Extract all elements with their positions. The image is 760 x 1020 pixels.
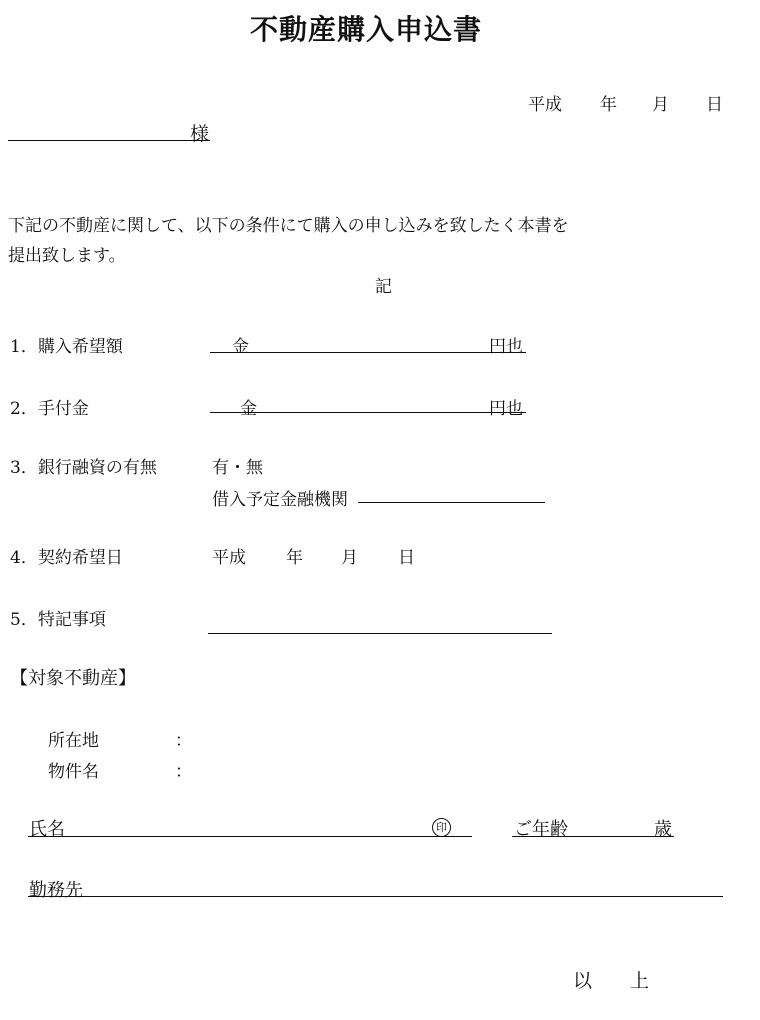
- item-contract-date-label: 4．契約希望日: [10, 548, 123, 568]
- item-deposit-line[interactable]: [210, 412, 526, 413]
- item-deposit-suffix: 円也: [489, 399, 523, 419]
- seal-mark: [432, 816, 451, 837]
- item-price-label: 1．購入希望額: [10, 337, 123, 357]
- date-year: 年: [600, 95, 617, 115]
- addressee-line[interactable]: [8, 140, 210, 141]
- item-contract-date-month: 月: [341, 548, 358, 568]
- item-price-prefix: 金: [232, 337, 249, 357]
- applicant-age-label: ご年齢: [514, 819, 568, 840]
- item-loan-label: 3．銀行融資の有無: [10, 458, 157, 478]
- item-deposit-label: 2．手付金: [10, 399, 89, 419]
- item-special-label: 5．特記事項: [10, 610, 106, 630]
- item-special-line[interactable]: [208, 633, 552, 634]
- applicant-age-line[interactable]: [512, 836, 674, 837]
- applicant-age-unit: 歳: [654, 819, 672, 840]
- applicant-name-line[interactable]: [28, 836, 472, 837]
- item-price-line[interactable]: [210, 352, 526, 353]
- page-title: 不動産購入申込書: [249, 13, 482, 46]
- date-era: 平成: [528, 95, 562, 115]
- ki-heading: 記: [375, 277, 392, 297]
- intro-line-1: 下記の不動産に関して、以下の条件にて購入の申し込みを致したく本書を: [8, 216, 569, 236]
- date-day: 日: [706, 95, 723, 115]
- property-heading: 【対象不動産】: [10, 668, 136, 689]
- seal-circle-icon: 印: [432, 818, 451, 837]
- intro-line-2: 提出致します。: [8, 246, 126, 266]
- property-location-colon: ：: [175, 731, 192, 751]
- applicant-name-label: 氏名: [29, 819, 65, 840]
- addressee-suffix: 様: [190, 123, 210, 145]
- property-location-label: 所在地: [48, 731, 99, 751]
- item-contract-date-day: 日: [398, 548, 415, 568]
- applicant-employer-line[interactable]: [28, 896, 723, 897]
- item-loan-choice[interactable]: 有・無: [212, 458, 263, 478]
- date-month: 月: [652, 95, 669, 115]
- applicant-employer-label: 勤務先: [29, 880, 83, 901]
- property-name-colon: ：: [175, 762, 192, 782]
- property-name-label: 物件名: [48, 762, 99, 782]
- item-contract-date-era: 平成: [212, 548, 246, 568]
- closing-ijou: 以 上: [573, 970, 650, 992]
- item-loan-institution-label: 借入予定金融機関: [212, 490, 348, 510]
- item-deposit-prefix: 金: [240, 399, 257, 419]
- item-price-suffix: 円也: [489, 337, 523, 357]
- item-loan-institution-line[interactable]: [358, 502, 545, 503]
- item-contract-date-year: 年: [286, 548, 303, 568]
